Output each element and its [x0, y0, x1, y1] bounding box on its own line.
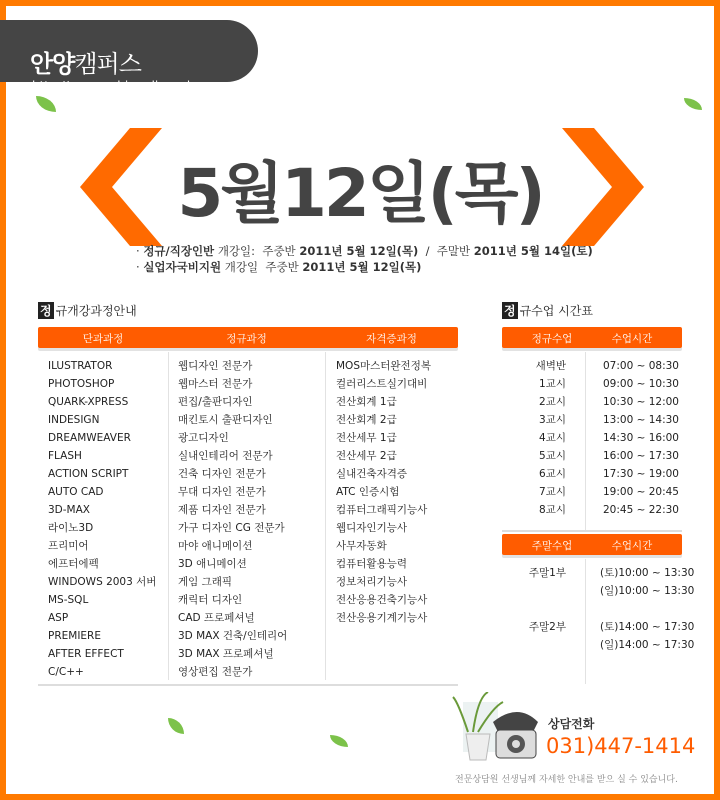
time-item: 20:45 ~ 22:30: [603, 504, 679, 516]
header-period: 정규수업: [531, 333, 573, 345]
course-item: 전산응용기계기능사: [336, 612, 428, 624]
weekend-session-name: 주말1부: [528, 567, 566, 579]
time-item: 10:30 ~ 12:00: [603, 396, 679, 408]
course-item: 컴퓨터그래픽기능사: [336, 504, 428, 516]
course-item: 가구 디자인 CG 전문가: [178, 522, 285, 534]
course-item: CAD 프로페셔널: [178, 612, 255, 624]
time-item: 09:00 ~ 10:30: [603, 378, 679, 390]
header-regular: 정규과정: [226, 333, 267, 345]
course-item: 실내건축자격증: [336, 468, 408, 480]
course-item: PREMIERE: [48, 630, 101, 642]
time-item: 07:00 ~ 08:30: [603, 360, 679, 372]
course-item: 전산회계 1급: [336, 396, 397, 408]
time-list: [603, 357, 679, 519]
course-item: 전산세무 1급: [336, 432, 397, 444]
course-item: QUARK-XPRESS: [48, 396, 129, 408]
period-item: 6교시: [539, 468, 566, 480]
course-item: DREAMWEAVER: [48, 432, 131, 444]
course-item: 라이노3D: [48, 522, 94, 534]
course-item: INDESIGN: [48, 414, 100, 426]
course-item: FLASH: [48, 450, 82, 462]
regular-schedule-header: [502, 327, 682, 348]
weekend-schedule-header: [502, 534, 682, 555]
course-item: ASP: [48, 612, 69, 624]
course-item: 3D MAX 프로페셔널: [178, 648, 274, 660]
course-item: 마야 애니메이션: [178, 540, 253, 552]
contact-note: 전문상담원 선생님께 자세한 안내를 받으 실 수 있습니다.: [455, 775, 678, 785]
course-item: 3D MAX 건축/인테리어: [178, 630, 288, 642]
course-item: AUTO CAD: [48, 486, 104, 498]
opening-info-unemployed: · 실업자국비지원 개강일 주중반 2011년 5월 12일(목): [136, 260, 422, 274]
course-item: 정보처리기능사: [336, 576, 408, 588]
course-item: 3D-MAX: [48, 504, 90, 516]
course-item: 프리미어: [48, 540, 89, 552]
opening-info-regular: · 정규/직장인반 개강일: 주중반 2011년 5월 12일(목) / 주말반 2011년 5월 14일(토): [136, 244, 593, 258]
time-item: 17:30 ~ 19:00: [603, 468, 679, 480]
period-item: 3교시: [539, 414, 566, 426]
period-list: [502, 357, 566, 519]
course-item: 웹마스터 전문가: [178, 378, 253, 390]
contact-phone[interactable]: 031)447-1414: [546, 734, 696, 758]
course-item: 컬러리스트실기대비: [336, 378, 428, 390]
header-weekend: 주말수업: [531, 540, 573, 552]
course-item: 에프터에펙: [48, 558, 99, 570]
weekend-session-times: (토)10:00 ~ 13:30 (일)10:00 ~ 13:30: [600, 567, 695, 597]
period-item: 2교시: [539, 396, 566, 408]
course-item: 사무자동화: [336, 540, 387, 552]
course-item: MS-SQL: [48, 594, 89, 606]
header-certificate: 자격증과정: [366, 333, 417, 345]
course-item: 매킨토시 출판디자인: [178, 414, 273, 426]
regular-course-list: [178, 357, 287, 681]
course-item: 컴퓨터활용능력: [336, 558, 408, 570]
time-item: 16:00 ~ 17:30: [603, 450, 679, 462]
time-item: 14:30 ~ 16:00: [603, 432, 679, 444]
course-item: 전산세무 2급: [336, 450, 397, 462]
course-item: AFTER EFFECT: [48, 648, 124, 660]
course-item: 실내인테리어 전문가: [178, 450, 273, 462]
course-item: ACTION SCRIPT: [48, 468, 129, 480]
campus-title: 안양캠퍼스: [30, 50, 141, 78]
course-item: WINDOWS 2003 서버: [48, 576, 157, 588]
course-item: 게임 그래픽: [178, 576, 233, 588]
course-item: MOS마스터완전정복: [336, 360, 431, 372]
course-item: PHOTOSHOP: [48, 378, 115, 390]
certificate-course-list: [336, 357, 431, 627]
divider: [325, 352, 326, 680]
opening-date-headline: 5월12일(목): [177, 155, 543, 232]
course-item: C/C++: [48, 666, 84, 678]
course-item: 편집/출판디자인: [178, 396, 253, 408]
contact-label: 상담전화: [548, 717, 595, 731]
campus-url[interactable]: http://anyang.himedia.co.kr: [32, 79, 199, 93]
course-item: 영상편집 전문가: [178, 666, 253, 678]
header-single: 단과과정: [82, 333, 124, 345]
period-item: 1교시: [539, 378, 566, 390]
period-item: 7교시: [539, 486, 566, 498]
divider: [502, 530, 682, 532]
header-time: 수업시간: [611, 333, 653, 345]
weekend-session-name: 주말2부: [528, 621, 566, 633]
divider: [168, 352, 169, 680]
weekend-session-times: (토)14:00 ~ 17:30 (일)14:00 ~ 17:30: [600, 621, 695, 651]
divider: [585, 559, 586, 684]
schedule-section-title: 정 규수업 시간표: [504, 304, 593, 318]
period-item: 4교시: [539, 432, 566, 444]
course-item: 광고디자인: [178, 432, 229, 444]
time-item: 13:00 ~ 14:30: [603, 414, 679, 426]
course-item: 제품 디자인 전문가: [178, 504, 266, 516]
course-item: ILUSTRATOR: [48, 360, 113, 372]
campus-banner[interactable]: [0, 20, 258, 93]
course-item: 전산응용건축기능사: [336, 594, 428, 606]
divider: [38, 684, 458, 686]
course-item: 무대 디자인 전문가: [178, 486, 266, 498]
courses-section-title: 정 규개강과정안내: [40, 304, 137, 318]
course-item: 전산회계 2급: [336, 414, 397, 426]
period-item: 8교시: [539, 504, 566, 516]
single-course-list: [48, 357, 156, 681]
telephone-plant-icon: [448, 692, 543, 764]
courses-table-header: [38, 327, 458, 348]
period-item: 5교시: [539, 450, 566, 462]
period-item: 새벽반: [535, 360, 566, 372]
course-item: 캐릭터 디자인: [178, 594, 243, 606]
course-item: 웹디자인 전문가: [178, 360, 253, 372]
course-item: ATC 인증시험: [336, 486, 400, 498]
divider: [585, 352, 586, 530]
header-time: 수업시간: [611, 540, 653, 552]
course-item: 3D 애니메이션: [178, 558, 247, 570]
course-item: 건축 디자인 전문가: [178, 468, 266, 480]
time-item: 19:00 ~ 20:45: [603, 486, 679, 498]
course-item: 웹디자인기능사: [336, 522, 408, 534]
